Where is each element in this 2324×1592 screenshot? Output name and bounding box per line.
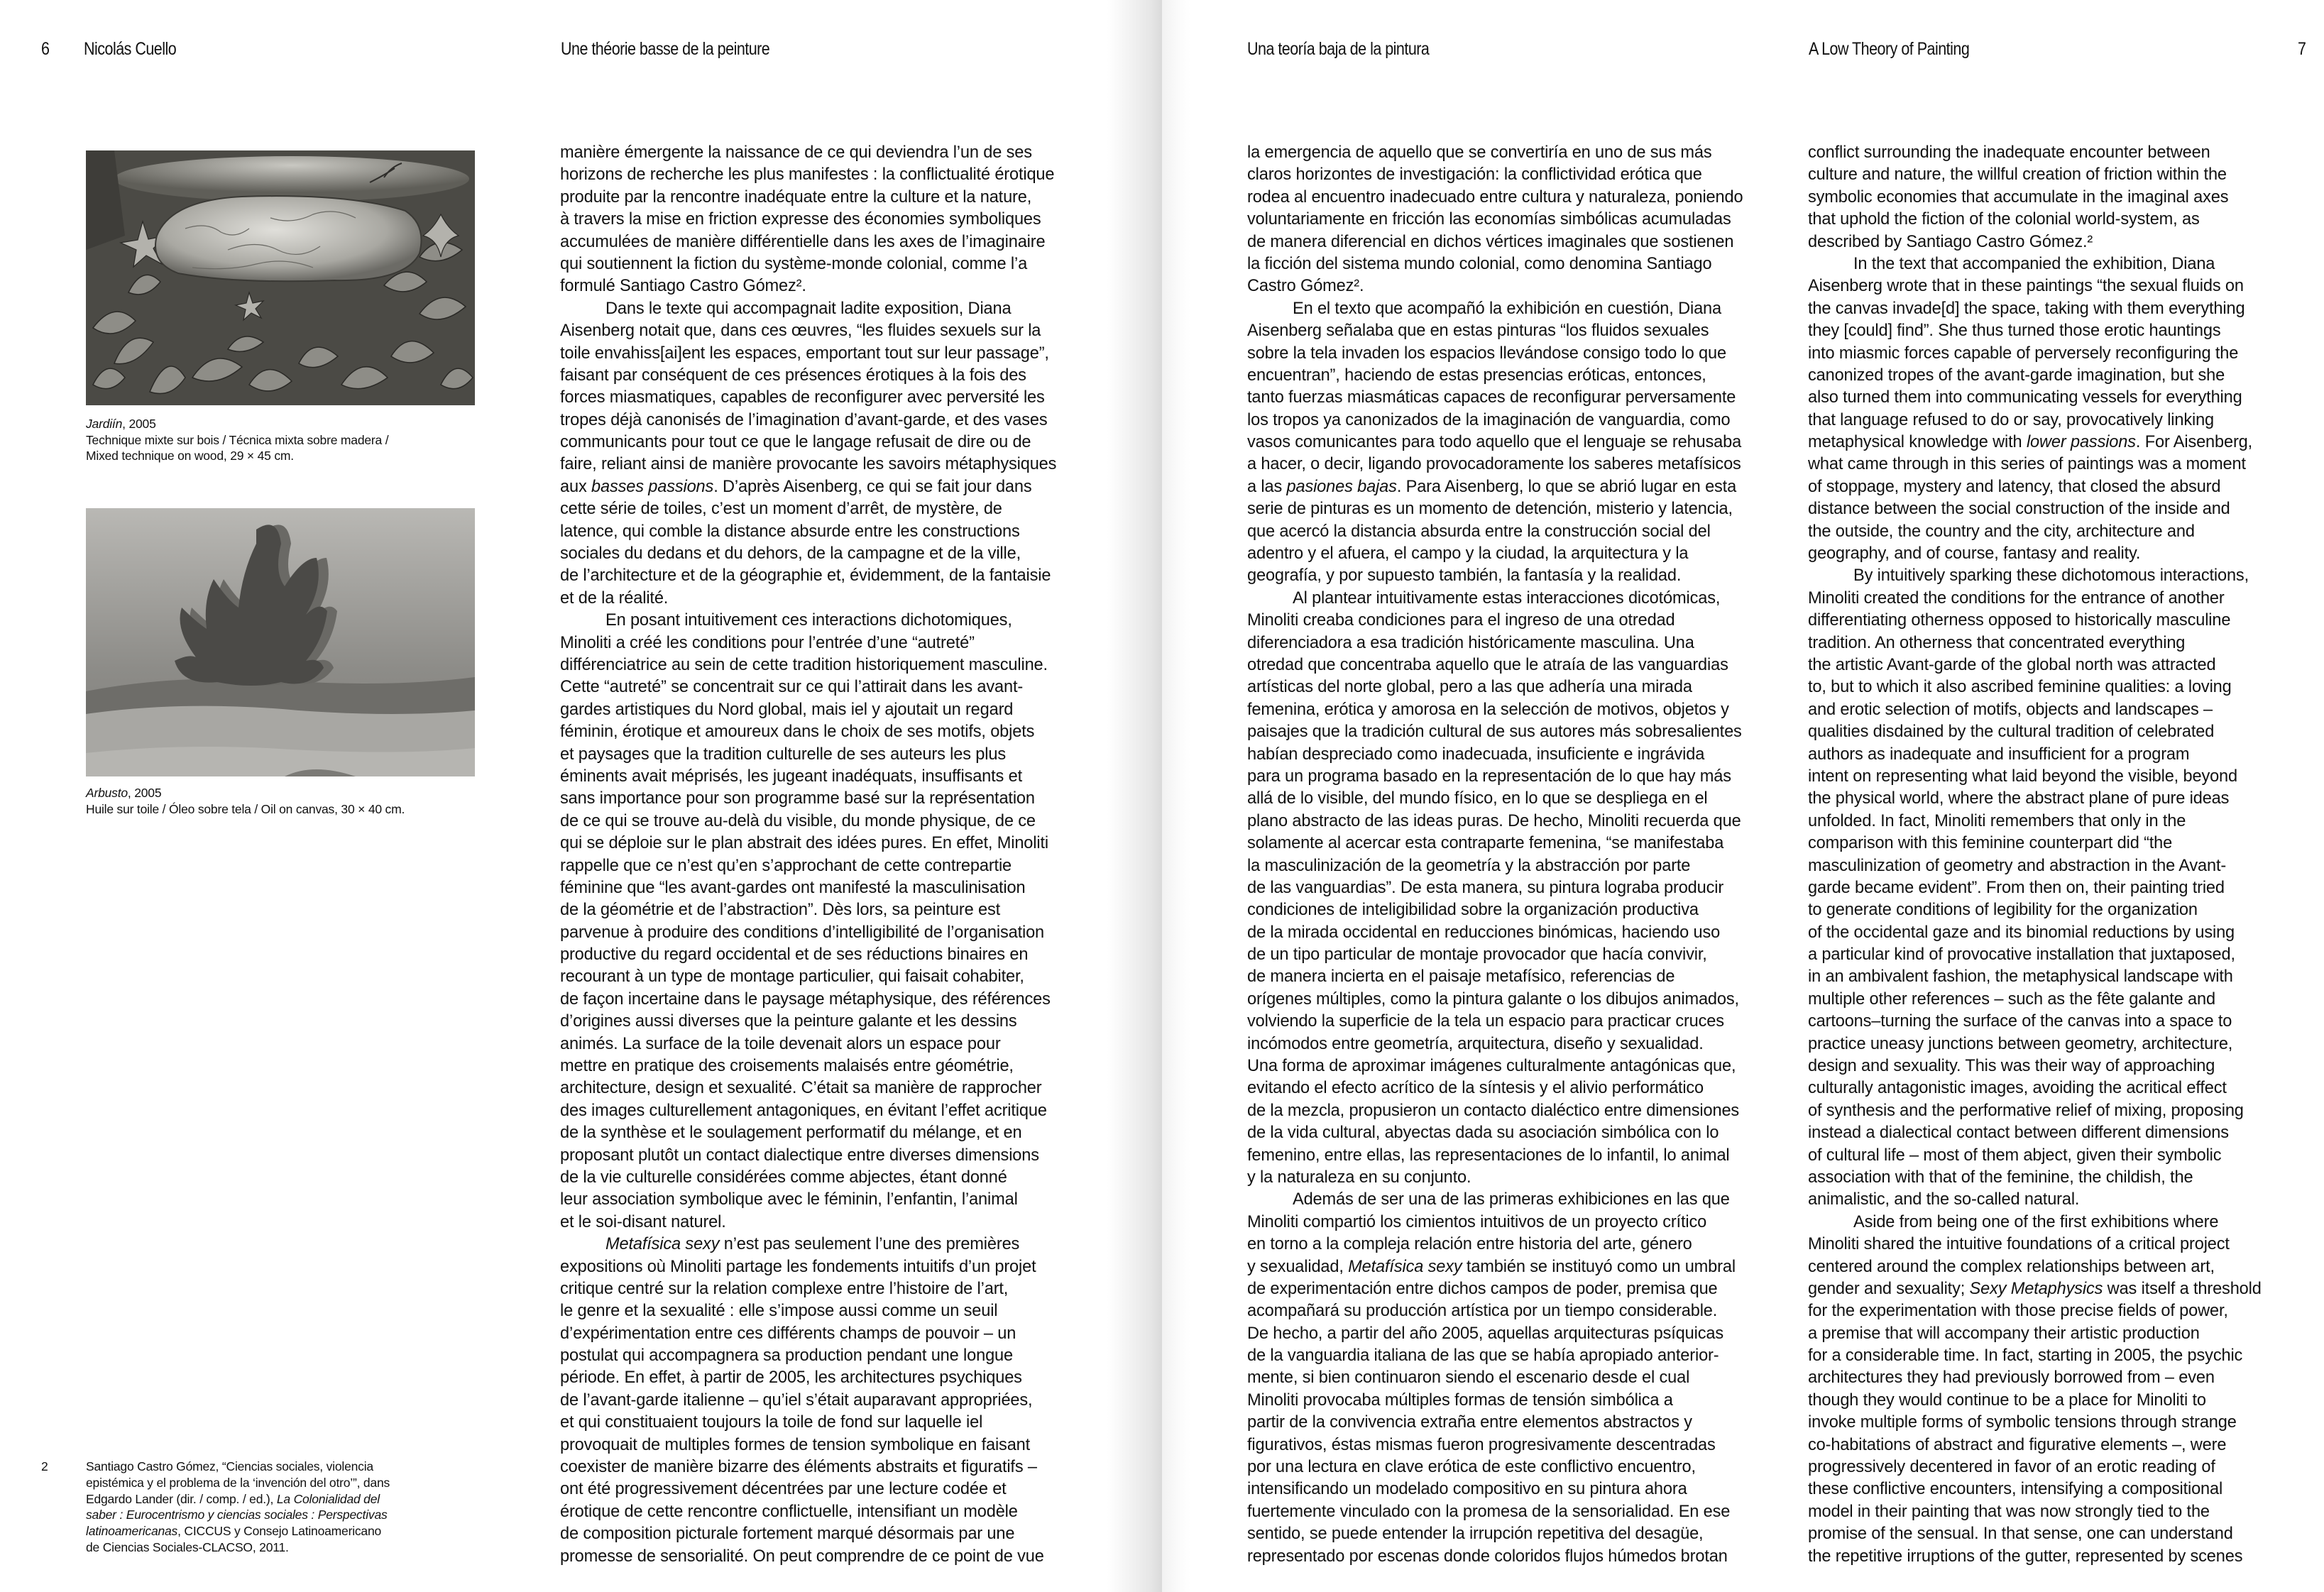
- text-line: différenciatrice au sein de cette tradition historiquement masculine.: [560, 655, 1048, 674]
- text-line: comparison with this feminine counterpart did “the: [1808, 834, 2173, 853]
- text-line: et qui constituaient toujours la toile de fond sur laquelle iel: [560, 1413, 983, 1432]
- footnote-line: epistémica y el problema de la ‘invención del otro’”, dans: [86, 1475, 390, 1490]
- text-line: plano abstracto de las ideas puras. De hecho, Minoliti recuerda que: [1247, 811, 1741, 830]
- text-line: the outside, the country and the city, architecture and: [1808, 522, 2195, 541]
- text-line: de manera incierta en el paisaje metafísico, referencias de: [1247, 967, 1675, 987]
- text-line: the physical world, where the abstract plane of pure ideas: [1808, 789, 2230, 808]
- text-line: these conflictive encounters, intensifying a compositional: [1808, 1480, 2223, 1499]
- text-line: figurativos, éstas mismas fueron progresivamente descentradas: [1247, 1435, 1716, 1454]
- running-title-en: A Low Theory of Painting: [1809, 39, 1970, 59]
- text-line: architecture, design et sexualité. C’était sa manière de rapprocher: [560, 1079, 1042, 1098]
- text-line: adentro y el afuera, el campo y la ciudad, la arquitectura y la: [1247, 544, 1689, 564]
- text-line: la masculinización de la geometría y la abstracción por parte: [1247, 856, 1691, 875]
- text-line: paisajes que la tradición cultural de sus autores más sobresalientes: [1247, 723, 1742, 742]
- text-line: of stoppage, mystery and latency, that closed the absurd: [1808, 477, 2221, 496]
- text-line: latence, qui comble la distance absurde entre les constructions: [560, 522, 1020, 541]
- text-line: to, but to which it also ascribed feminine qualities: a loving: [1808, 678, 2232, 697]
- text-line: Metafísica sexy n’est pas seulement l’une des premières: [605, 1235, 1020, 1254]
- text-line: incómodos entre geometría, arquitectura, diseño y sexualidad.: [1247, 1034, 1704, 1053]
- text-line: diferenciadora a esa tradición históricamente masculina. Una: [1247, 633, 1694, 652]
- footnote-number: 2: [41, 1459, 48, 1473]
- text-line: cartoons–turning the surface of the canvas into a space to: [1808, 1012, 2232, 1031]
- text-line: de las vanguardias”. De esta manera, su pintura lograba producir: [1247, 878, 1724, 897]
- text-line: qui soutiennent la fiction du système-monde colonial, comme l’a: [560, 254, 1028, 273]
- text-line: and erotic selection of motifs, objects and landscapes –: [1808, 700, 2213, 719]
- text-line: the artistic Avant-garde of the global north was attracted: [1808, 655, 2216, 674]
- text-line: they [could] find”. She thus turned those erotic hauntings: [1808, 322, 2221, 341]
- text-line: serie de pinturas es un momento de detención, misterio y latencia,: [1247, 500, 1733, 519]
- text-line: provoquait de multiples formes de tension symbolique en faisant: [560, 1435, 1031, 1454]
- text-line: toile envahiss[ai]ent les espaces, emportant tout sur leur passage”,: [560, 344, 1049, 363]
- text-line: a particular kind of provocative installation that juxtaposed,: [1808, 945, 2235, 965]
- text-line: de la vida cultural, abyectas dada su asociación simbólica con lo: [1247, 1124, 1719, 1143]
- text-line: éminents avait méprisés, les jugeant inadéquats, insuffisants et: [560, 767, 1022, 786]
- text-line: culture and nature, the willful creation of friction within the: [1808, 165, 2227, 185]
- text-line: période. En effet, à partir de 2005, les architectures psychiques: [560, 1368, 1022, 1388]
- text-line: claros horizontes de investigación: la conflictividad erótica que: [1247, 165, 1702, 185]
- italic-title: Metafísica sexy: [605, 1235, 720, 1254]
- text-line: los tropos ya canonizados de la imaginación de vanguardia, como: [1247, 410, 1731, 429]
- text-line: Aside from being one of the first exhibitions where: [1853, 1212, 2219, 1231]
- text-line: De hecho, a partir del año 2005, aquellas arquitecturas psíquicas: [1247, 1324, 1723, 1343]
- text-line: promesse de sensorialité. On peut comprendre de ce point de vue: [560, 1547, 1044, 1566]
- text-line: solamente al acercar esta contraparte femenina, “se manifestaba: [1247, 834, 1724, 853]
- text-line: de façon incertaine dans le paysage métaphysique, des références: [560, 989, 1051, 1009]
- text-line: intent on representing what laid beyond the visible, beyond: [1808, 767, 2238, 786]
- text-line: what came through in this series of paintings was a moment: [1808, 455, 2246, 474]
- text-line: leur association symbolique avec le féminin, l’enfantin, l’animal: [560, 1190, 1018, 1209]
- text-line: to generate conditions of legibility for the organization: [1808, 901, 2198, 920]
- text-line: Aisenberg notait que, dans ces œuvres, “les fluides sexuels sur la: [560, 322, 1041, 341]
- text-line: though they would continue to be a place for Minoliti to: [1808, 1390, 2206, 1410]
- text-line: de la vanguardia italiana de las que se había apropiado anterior-: [1247, 1346, 1719, 1366]
- painting-jardin-image: [86, 150, 475, 405]
- text-line: gender and sexuality; Sexy Metaphysics was itself a threshold: [1808, 1279, 2262, 1298]
- text-line: Aisenberg wrote that in these paintings “the sexual fluids on: [1808, 277, 2244, 296]
- text-line: parvenue à produire des conditions d’intelligibilité de l’organisation: [560, 923, 1045, 942]
- text-line: de l’architecture et de la géographie et, évidemment, de la fantaisie: [560, 566, 1051, 586]
- text-line: geografía, y por supuesto también, la fantasía y la realidad.: [1247, 566, 1682, 586]
- text-line: sobre la tela invaden los espacios llevándose consigo todo lo que: [1247, 344, 1726, 363]
- text-line: masculinization of geometry and abstraction in the Avant-: [1808, 856, 2227, 875]
- text-line: de ce qui se trouve au-delà du visible, du monde physique, de ce: [560, 811, 1036, 830]
- text-line: para un programa basado en la representación de lo que hay más: [1247, 767, 1731, 786]
- text-line: et paysages que la tradition culturelle de ses auteurs les plus: [560, 745, 1006, 764]
- running-title-es: Una teoría baja de la pintura: [1247, 39, 1430, 59]
- text-line: for the experimentation with those precise fields of power,: [1808, 1302, 2228, 1321]
- caption-year: , 2005: [127, 786, 162, 800]
- text-line: coexister de manière bizarre des éléments abstraits et figuratifs –: [560, 1458, 1037, 1477]
- text-line: proposant plutôt un contact dialectique entre diverses dimensions: [560, 1146, 1039, 1165]
- text-line: multiple other references – such as the fête galante and: [1808, 989, 2215, 1009]
- text-line: co-habitations of abstract and figurative elements –, were: [1808, 1435, 2227, 1454]
- text-line: differentiating otherness opposed to historically masculine: [1808, 611, 2231, 630]
- text-line: En el texto que acompañó la exhibición en cuestión, Diana: [1293, 299, 1721, 318]
- page-number-right: 7: [2298, 39, 2306, 59]
- text-line: symbolic economies that accumulate in the imaginal axes: [1808, 187, 2229, 207]
- text-line: into miasmic forces capable of perversely reconfiguring the: [1808, 344, 2239, 363]
- text-line: de la mirada occidental en reducciones binómicas, haciendo uso: [1247, 923, 1721, 942]
- text-line: condiciones de inteligibilidad sobre la organización productiva: [1247, 901, 1699, 920]
- text-line: mettre en pratique des croisements malaisés entre géométrie,: [560, 1057, 1014, 1076]
- text-line: de l’avant-garde italienne – qu’iel s’était auparavant appropriées,: [560, 1390, 1033, 1410]
- text-line: de la mezcla, propusieron un contacto dialéctico entre dimensiones: [1247, 1101, 1740, 1120]
- footnote-line: latinoamericanas, CICCUS y Consejo Latinoamericano: [86, 1524, 382, 1539]
- text-line: rodea al encuentro inadecuado entre cultura y naturaleza, poniendo: [1247, 187, 1743, 207]
- text-line: evitando el efecto acrítico de la síntesis y el alivio performático: [1247, 1079, 1704, 1098]
- italic-title: Sexy Metaphysics: [1969, 1279, 2103, 1298]
- gutter-shadow: [1107, 0, 1162, 1592]
- text-line: le genre et la sexualité : elle s’impose aussi comme un seuil: [560, 1302, 998, 1321]
- italic-title: pasiones bajas: [1286, 477, 1397, 496]
- text-line: critique centré sur la relation complexe entre l’histoire de l’art,: [560, 1279, 1009, 1298]
- text-line: also turned them into communicating vessels for everything: [1808, 388, 2242, 407]
- text-line: Una forma de aproximar imágenes culturalmente antagónicas que,: [1247, 1057, 1736, 1076]
- text-line: fuertemente vinculado con la promesa de la sensorialidad. En ese: [1247, 1502, 1731, 1521]
- text-line: described by Santiago Castro Gómez.²: [1808, 232, 2093, 251]
- text-line: architectures they had previously borrowed from – even: [1808, 1368, 2215, 1388]
- text-line: canonized tropes of the avant-garde imagination, but she: [1808, 366, 2225, 385]
- text-line: de un tipo particular de montaje provocador que hacía convivir,: [1247, 945, 1707, 965]
- text-line: Minoliti a créé les conditions pour l’entrée d’une “autreté”: [560, 633, 975, 652]
- text-line: otredad que concentraba aquello que le atraía de las vanguardias: [1247, 655, 1728, 674]
- text-line: instead a dialectical contact between different dimensions: [1808, 1124, 2229, 1143]
- page-number-left: 6: [41, 39, 50, 59]
- text-line: y la naturaleza en su conjunto.: [1247, 1168, 1471, 1187]
- text-line: ont été progressivement décentrées par une lecture codée et: [560, 1480, 1007, 1499]
- text-line: mente, si bien continuaron siendo el escenario desde el cual: [1247, 1368, 1690, 1388]
- text-line: the repetitive irruptions of the gutter, represented by scenes: [1808, 1547, 2243, 1566]
- text-line: por una lectura en clave erótica de este conflictivo encuentro,: [1247, 1458, 1696, 1477]
- text-line: tradition. An otherness that concentrated everything: [1808, 633, 2186, 652]
- text-line: that uphold the fiction of the colonial world-system, as: [1808, 210, 2200, 229]
- text-line: qualities disdained by the cultural tradition of celebrated: [1808, 723, 2215, 742]
- text-line: Minoliti compartió los cimientos intuitivos de un proyecto crítico: [1247, 1212, 1707, 1231]
- text-line: of cultural life – most of them abject, given their symbolic: [1808, 1146, 2222, 1165]
- text-line: conflict surrounding the inadequate encounter between: [1808, 143, 2210, 162]
- text-line: de la synthèse et le soulagement performatif du mélange, et en: [560, 1124, 1022, 1143]
- text-line: de la vie culturelle considérées comme abjectes, étant donné: [560, 1168, 1007, 1187]
- text-line: féminin, érotique et amoureux dans le choix de ses motifs, objets: [560, 723, 1035, 742]
- text-line: partir de la convivencia extraña entre elementos abstractos y: [1247, 1413, 1692, 1432]
- gutter-shadow: [1162, 0, 1190, 1592]
- text-line: que acercó la distancia absurda entre la construcción social del: [1247, 522, 1711, 541]
- text-line: qui se déploie sur le plan abstrait des idées pures. En effet, Minoliti: [560, 834, 1048, 853]
- text-line: garde became evident”. From then on, their painting tried: [1808, 878, 2225, 897]
- text-line: en torno a la compleja relación entre historia del arte, género: [1247, 1235, 1692, 1254]
- text-line: féminine que “les avant-gardes ont manifesté la masculinisation: [560, 878, 1026, 897]
- text-line: for a considerable time. In fact, starting in 2005, the psychic: [1808, 1346, 2243, 1366]
- text-line: de manera diferencial en dichos vértices imaginales que sostienen: [1247, 232, 1734, 251]
- text-line: tanto fuerzas miasmáticas capaces de reconfigurar perversamente: [1247, 388, 1736, 407]
- text-line: de composition picturale fortement marqué désormais par une: [560, 1525, 1015, 1544]
- text-line: produite par la rencontre inadéquate entre la culture et la nature,: [560, 187, 1032, 207]
- text-line: la emergencia de aquello que se convertiría en uno de sus más: [1247, 143, 1712, 162]
- footnote: [86, 1459, 483, 1556]
- italic-title: lower passions: [2026, 433, 2136, 452]
- text-line: communicants pour tout ce que le langage refusait de dire ou de: [560, 433, 1031, 452]
- text-line: Cette “autreté” se concentrait sur ce qui l’attirait dans les avant-: [560, 678, 1024, 697]
- text-line: Dans le texte qui accompagnait ladite exposition, Diana: [605, 299, 1012, 318]
- text-line: et de la réalité.: [560, 588, 669, 608]
- text-line: tropes déjà canonisés de l’imagination d’avant-garde, et des vases: [560, 410, 1048, 429]
- painting-arbusto-image: [86, 508, 475, 776]
- caption-title: Jardiín: [86, 417, 123, 431]
- text-line: postulat qui accompagnera sa production pendant une longue: [560, 1346, 1013, 1366]
- text-line: En posant intuitivement ces interactions dichotomiques,: [605, 611, 1012, 630]
- text-line: allá de lo visible, del mundo físico, en lo que se despliega en el: [1247, 789, 1708, 808]
- text-line: d’expérimentation entre ces différents champs de pouvoir – un: [560, 1324, 1016, 1343]
- text-line: animalistic, and the so-called natural.: [1808, 1190, 2080, 1209]
- footnote-line: saber : Eurocentrismo y ciencias sociales : Perspectivas: [86, 1508, 388, 1522]
- text-line: authors as inadequate and insufficient for a program: [1808, 745, 2190, 764]
- caption-year: , 2005: [122, 417, 156, 431]
- text-line: des images culturellement antagoniques, en évitant l’effet acritique: [560, 1101, 1047, 1120]
- text-line: la ficción del sistema mundo colonial, como denomina Santiago: [1247, 254, 1712, 273]
- text-line: cette série de toiles, c’est un moment d’arrêt, de mystère, de: [560, 500, 1002, 519]
- text-line: Minoliti provocaba múltiples formas de tensión simbólica a: [1247, 1390, 1673, 1410]
- text-line: faisant par conséquent de ces présences érotiques à la fois des: [560, 366, 1026, 385]
- text-line: invoke multiple forms of symbolic tensions through strange: [1808, 1413, 2237, 1432]
- text-line: manière émergente la naissance de ce qui deviendra l’un de ses: [560, 143, 1032, 162]
- caption-jardin: [86, 416, 388, 464]
- caption-title: Arbusto: [86, 786, 128, 800]
- text-line: that language refused to do or say, provocatively linking: [1808, 410, 2215, 429]
- body-text-english: [1808, 142, 2305, 1568]
- caption-medium: Technique mixte sur bois / Técnica mixta sobre madera /: [86, 432, 389, 447]
- text-line: in an ambivalent fashion, the metaphysical landscape with: [1808, 967, 2233, 987]
- text-line: Al plantear intuitivamente estas interacciones dicotómicas,: [1293, 588, 1721, 608]
- text-line: culturally antagonistic images, avoiding the acritical effect: [1808, 1079, 2227, 1098]
- text-line: de experimentación entre dichos campos de poder, premisa que: [1247, 1279, 1718, 1298]
- caption-arbusto: [86, 785, 405, 817]
- text-line: recourant à un type de montage particulier, qui faisait cohabiter,: [560, 967, 1024, 987]
- text-line: productive du regard occidental et de ses réductions binaires en: [560, 945, 1029, 965]
- text-line: volviendo la superficie de la tela un espacio para practicar cruces: [1247, 1012, 1724, 1031]
- text-line: sans importance pour son programme basé sur la représentation: [560, 789, 1035, 808]
- text-line: promise of the sensual. In that sense, one can understand: [1808, 1525, 2233, 1544]
- figure-arbusto: [86, 508, 475, 776]
- text-line: Castro Gómez².: [1247, 277, 1364, 296]
- text-line: expositions où Minoliti partage les fondements intuitifs d’un projet: [560, 1257, 1036, 1276]
- body-text-spanish: [1247, 142, 1780, 1568]
- text-line: de la géométrie et de l’abstraction”. Dès lors, sa peinture est: [560, 901, 1001, 920]
- text-line: formulé Santiago Castro Gómez².: [560, 277, 806, 296]
- text-line: a las pasiones bajas. Para Aisenberg, lo que se abrió lugar en esta: [1247, 477, 1737, 496]
- text-line: representado por escenas donde coloridos flujos húmedos brotan: [1247, 1547, 1728, 1566]
- footnote-line: Santiago Castro Gómez, “Ciencias sociales, violencia: [86, 1459, 373, 1473]
- text-line: horizons de recherche les plus manifestes : la conflictualité érotique: [560, 165, 1055, 185]
- text-line: animés. La surface de la toile devenait alors un espace pour: [560, 1034, 1001, 1053]
- text-line: Minoliti shared the intuitive foundations of a critical project: [1808, 1235, 2230, 1254]
- text-line: d’origines aussi diverses que la peinture galante et les dessins: [560, 1012, 1017, 1031]
- text-line: association with that of the feminine, the childish, the: [1808, 1168, 2193, 1187]
- text-line: Minoliti created the conditions for the entrance of another: [1808, 588, 2225, 608]
- text-line: a premise that will accompany their artistic production: [1808, 1324, 2200, 1343]
- text-line: sentido, se puede entender la irrupción repetitiva del desagüe,: [1247, 1525, 1704, 1544]
- text-line: metaphysical knowledge with lower passions. For Aisenberg,: [1808, 433, 2253, 452]
- running-author: Nicolás Cuello: [84, 39, 177, 59]
- text-line: By intuitively sparking these dichotomous interactions,: [1853, 566, 2249, 586]
- caption-medium: Huile sur toile / Óleo sobre tela / Oil on canvas, 30 × 40 cm.: [86, 801, 405, 816]
- text-line: encuentran”, haciendo de estas presencias eróticas, entonces,: [1247, 366, 1706, 385]
- text-line: intensificando un modelado compositivo en su pintura ahora: [1247, 1480, 1687, 1499]
- text-line: gardes artistiques du Nord global, mais iel y ajoutait un regard: [560, 700, 1014, 719]
- text-line: centered around the complex relationships between art,: [1808, 1257, 2215, 1276]
- text-line: acompañará su producción artística por un tiempo considerable.: [1247, 1302, 1718, 1321]
- text-line: design and sexuality. This was their way of approaching: [1808, 1057, 2215, 1076]
- text-line: érotique de cette rencontre conflictuelle, intensifiant un modèle: [560, 1502, 1018, 1521]
- text-line: model in their painting that was now strongly tied to the: [1808, 1502, 2210, 1521]
- text-line: distance between the social construction of the inside and: [1808, 500, 2230, 519]
- text-line: Aisenberg señalaba que en estas pinturas “los fluidos sexuales: [1247, 322, 1709, 341]
- text-line: orígenes múltiples, como la pintura galante o los dibujos animados,: [1247, 989, 1739, 1009]
- text-line: sociales du dedans et du dehors, de la campagne et de la ville,: [560, 544, 1021, 564]
- text-line: progressively decentered in favor of an erotic reading of: [1808, 1458, 2215, 1477]
- text-line: forces miasmatiques, capables de reconfigurer avec perversité les: [560, 388, 1045, 407]
- text-line: à travers la mise en friction expresse des économies symboliques: [560, 210, 1041, 229]
- text-line: vasos comunicantes para todo aquello que el lenguaje se rehusaba: [1247, 433, 1742, 452]
- text-line: Además de ser una de las primeras exhibiciones en las que: [1293, 1190, 1730, 1209]
- text-line: geography, and of course, fantasy and reality.: [1808, 544, 2141, 564]
- body-text-french: [560, 142, 1085, 1568]
- text-line: faire, reliant ainsi de manière provocante les savoirs métaphysiques: [560, 455, 1057, 474]
- text-line: y sexualidad, Metafísica sexy también se instituyó como un umbral: [1247, 1257, 1736, 1276]
- figure-jardin: [86, 150, 475, 405]
- text-line: habían despreciado como inadecuada, insuficiente e ingrávida: [1247, 745, 1705, 764]
- caption-medium: Mixed technique on wood, 29 × 45 cm.: [86, 449, 294, 463]
- text-line: practice uneasy junctions between geometry, architecture,: [1808, 1034, 2233, 1053]
- text-line: of the occidental gaze and its binomial reductions by using: [1808, 923, 2235, 942]
- text-line: aux basses passions. D’après Aisenberg, ce qui se fait jour dans: [560, 477, 1032, 496]
- text-line: artísticas del norte global, pero a las que adhería una mirada: [1247, 678, 1692, 697]
- italic-title: Metafísica sexy: [1348, 1257, 1462, 1276]
- text-line: femenina, erótica y amorosa en la selección de motivos, objetos y: [1247, 700, 1729, 719]
- text-line: femenino, entre ellas, las representaciones de lo infantil, lo animal: [1247, 1146, 1730, 1165]
- text-line: Minoliti creaba condiciones para el ingreso de una otredad: [1247, 611, 1675, 630]
- text-line: et le soi-disant naturel.: [560, 1212, 726, 1231]
- text-line: In the text that accompanied the exhibition, Diana: [1853, 254, 2215, 273]
- footnote-line: Edgardo Lander (dir. / comp. / ed.), La Colonialidad del: [86, 1491, 380, 1506]
- running-title-fr: Une théorie basse de la peinture: [561, 39, 770, 59]
- text-line: voluntariamente en fricción las economías simbólicas acumuladas: [1247, 210, 1731, 229]
- text-line: of synthesis and the performative relief of mixing, proposing: [1808, 1101, 2244, 1120]
- text-line: unfolded. In fact, Minoliti remembers that only in the: [1808, 811, 2186, 830]
- footnote-line: de Ciencias Sociales-CLACSO, 2011.: [86, 1539, 289, 1554]
- text-line: accumulées de manière différentielle dans les axes de l’imaginaire: [560, 232, 1046, 251]
- text-line: rappelle que ce n’est qu’en s’approchant de cette contrepartie: [560, 856, 1012, 875]
- text-line: the canvas invade[d] the space, taking with them everything: [1808, 299, 2245, 318]
- text-line: a hacer, o decir, ligando provocadoramente los saberes metafísicos: [1247, 455, 1741, 474]
- italic-title: basses passions: [591, 477, 714, 496]
